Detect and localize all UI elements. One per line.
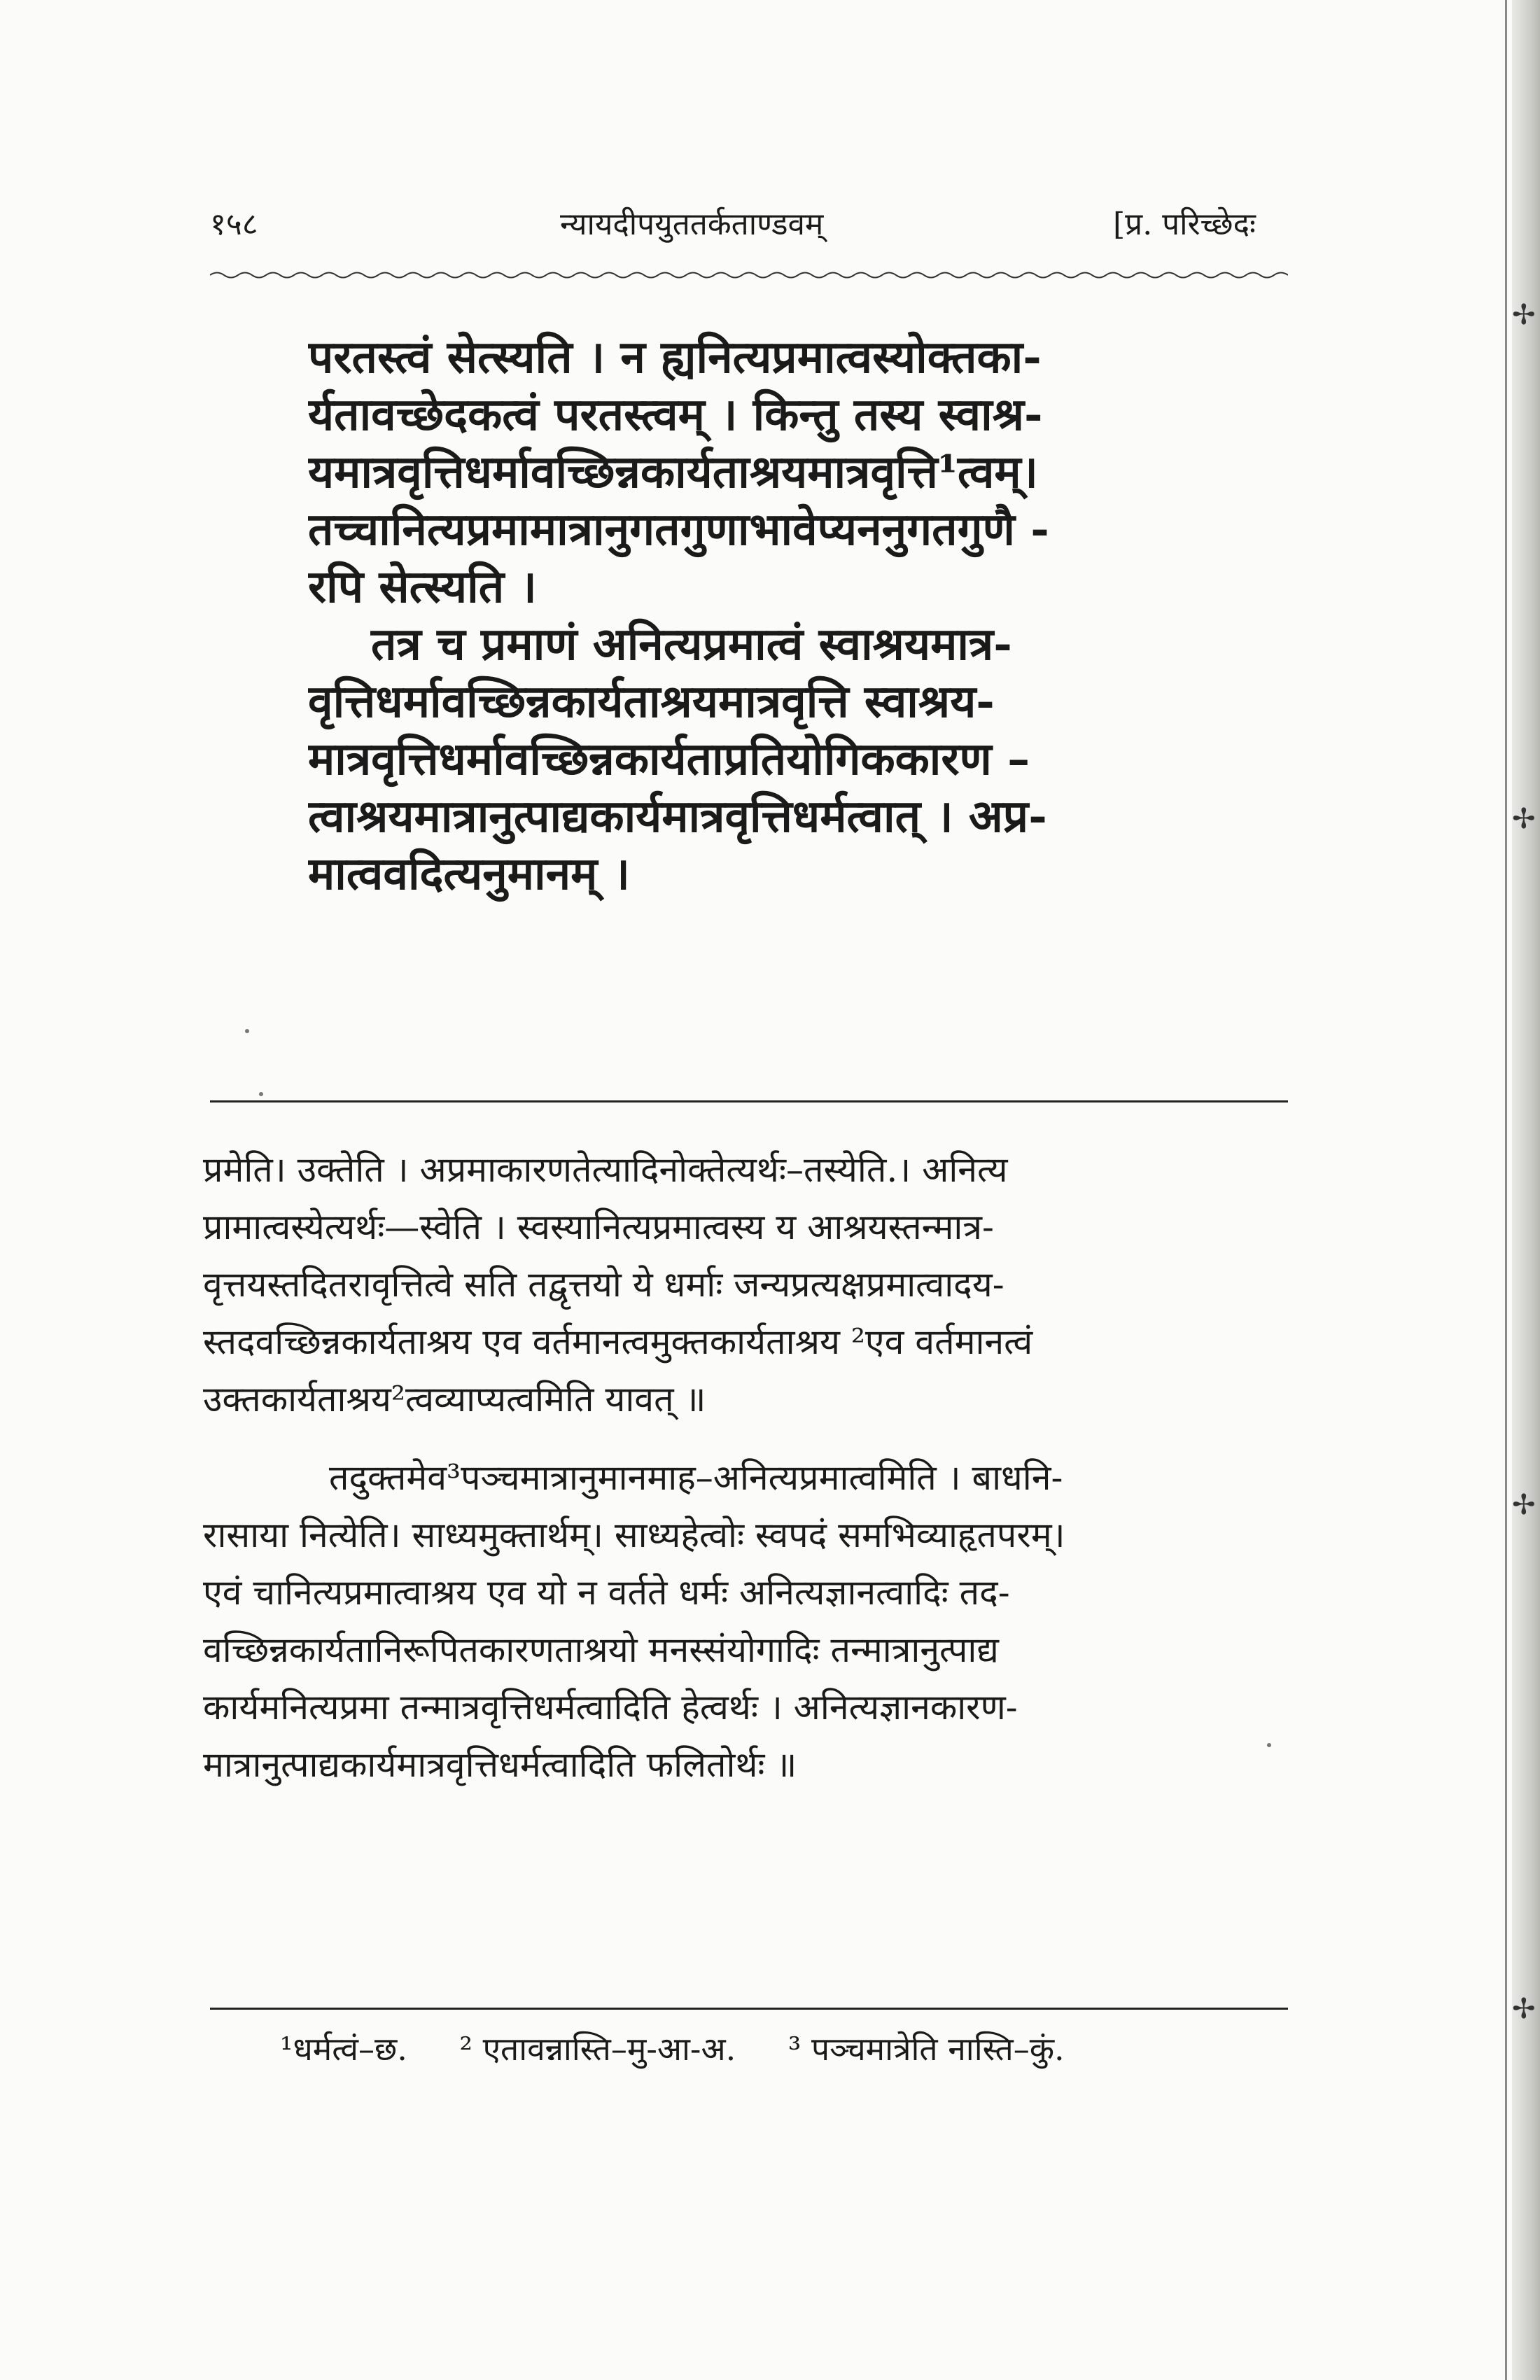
main-text-line: त्वाश्रयमात्रानुत्पाद्यकार्यमात्रवृत्तिधर्मत्वात् । अप्र- bbox=[308, 790, 1047, 843]
header-wavy-rule bbox=[210, 270, 1288, 280]
page-edge-line bbox=[1505, 0, 1507, 2380]
edge-mark: ✢ bbox=[1512, 299, 1536, 331]
scan-speck bbox=[1267, 1743, 1271, 1747]
commentary-line: प्रामात्वस्येत्यर्थः—स्वेति । स्वस्यानित्यप्रमात्वस्य य आश्रयस्तन्मात्र- bbox=[203, 1207, 994, 1247]
commentary-line: रासाया नित्येति। साध्यमुक्तार्थम्। साध्यहेत्वोः स्वपदं समभिव्याहृतपरम्। bbox=[203, 1515, 1065, 1555]
page-number: १५८ bbox=[210, 206, 258, 242]
footnotes bbox=[280, 2026, 1260, 2070]
commentary-line: कार्यमनित्यप्रमा तन्मात्रवृत्तिधर्मत्वादिति हेत्वर्थः । अनित्यज्ञानकारण- bbox=[203, 1687, 1018, 1728]
commentary-line: एवं चानित्यप्रमात्वाश्रय एव यो न वर्तते धर्मः अनित्यज्ञानत्वादिः तद- bbox=[203, 1572, 1010, 1613]
main-text-line: परतस्त्वं सेत्स्यति । न ह्यनित्यप्रमात्वस्योक्तका- bbox=[308, 331, 1042, 384]
scan-speck bbox=[245, 1029, 249, 1033]
commentary-line: तदुक्तमेव³पञ्चमात्रानुमानमाह–अनित्यप्रमात्वमिति । बाधनि- bbox=[329, 1457, 1063, 1498]
main-text-line: मात्रवृत्तिधर्मावच्छिन्नकार्यताप्रतियोगिककारण – bbox=[308, 733, 1030, 785]
main-text-line: मात्ववदित्यनुमानम् । bbox=[308, 848, 630, 900]
chapter-label: [प्र. परिच्छेदः bbox=[1113, 206, 1256, 242]
commentary-line: वृत्तयस्तदितरावृत्तित्वे सति तद्वृत्तयो ये धर्माः जन्यप्रत्यक्षप्रमात्वादय- bbox=[203, 1264, 1004, 1305]
commentary-line: स्तदवच्छिन्नकार्यताश्रय एव वर्तमानत्वमुक्तकार्यताश्रय ²एव वर्तमानत्वं bbox=[203, 1322, 1033, 1362]
commentary-block bbox=[203, 1141, 1295, 1793]
section-divider bbox=[210, 1100, 1288, 1102]
edge-mark: ✢ bbox=[1512, 1489, 1536, 1521]
edge-mark: ✢ bbox=[1512, 1993, 1536, 2025]
footnote-divider bbox=[210, 2008, 1288, 2010]
main-text-line: तत्र च प्रमाणं अनित्यप्रमात्वं स्वाश्रयमात्र- bbox=[371, 618, 1012, 671]
commentary-line: उक्तकार्यताश्रय²त्वव्याप्यत्वमिति यावत् ॥ bbox=[203, 1379, 706, 1420]
page-header bbox=[210, 202, 1288, 258]
main-text-line: यमात्रवृत्तिधर्मावच्छिन्नकार्यताश्रयमात्रवृत्ति¹त्वम्। bbox=[308, 446, 1038, 498]
commentary-line: प्रमेति। उक्तेति । अप्रमाकारणतेत्यादिनोक्तेत्यर्थः–तस्येति.। अनित्य bbox=[203, 1149, 1008, 1190]
main-text-line: रपि सेत्स्यति । bbox=[308, 561, 537, 613]
footnote-1: ¹धर्मत्वं–छ. bbox=[280, 2030, 407, 2068]
commentary-line: मात्रानुत्पाद्यकार्यमात्रवृत्तिधर्मत्वादिति फलितोर्थः ॥ bbox=[203, 1744, 797, 1785]
main-text-line: तच्चानित्यप्रमामात्रानुगतगुणाभावेप्यननुगतगुणै - bbox=[308, 503, 1049, 556]
main-text-block bbox=[308, 329, 1232, 903]
commentary-line: वच्छिन्नकार्यतानिरूपितकारणताश्रयो मनस्संयोगादिः तन्मात्रानुत्पाद्य bbox=[203, 1630, 999, 1670]
edge-mark: ✢ bbox=[1512, 803, 1536, 835]
main-text-line: वृत्तिधर्मावच्छिन्नकार्यताश्रयमात्रवृत्ति स्वाश्रय- bbox=[308, 676, 995, 728]
main-text-line: र्यतावच्छेदकत्वं परतस्त्वम् । किन्तु तस्य स्वाश्र- bbox=[308, 388, 1043, 441]
footnote-3: ³ पञ्चमात्रेति नास्ति–कुं. bbox=[788, 2030, 1065, 2068]
book-title: न्यायदीपयुततर्कताण्डवम् bbox=[560, 206, 824, 242]
footnote-2: ² एतावन्नास्ति–मु-आ-अ. bbox=[459, 2030, 736, 2068]
scan-speck bbox=[259, 1092, 263, 1096]
